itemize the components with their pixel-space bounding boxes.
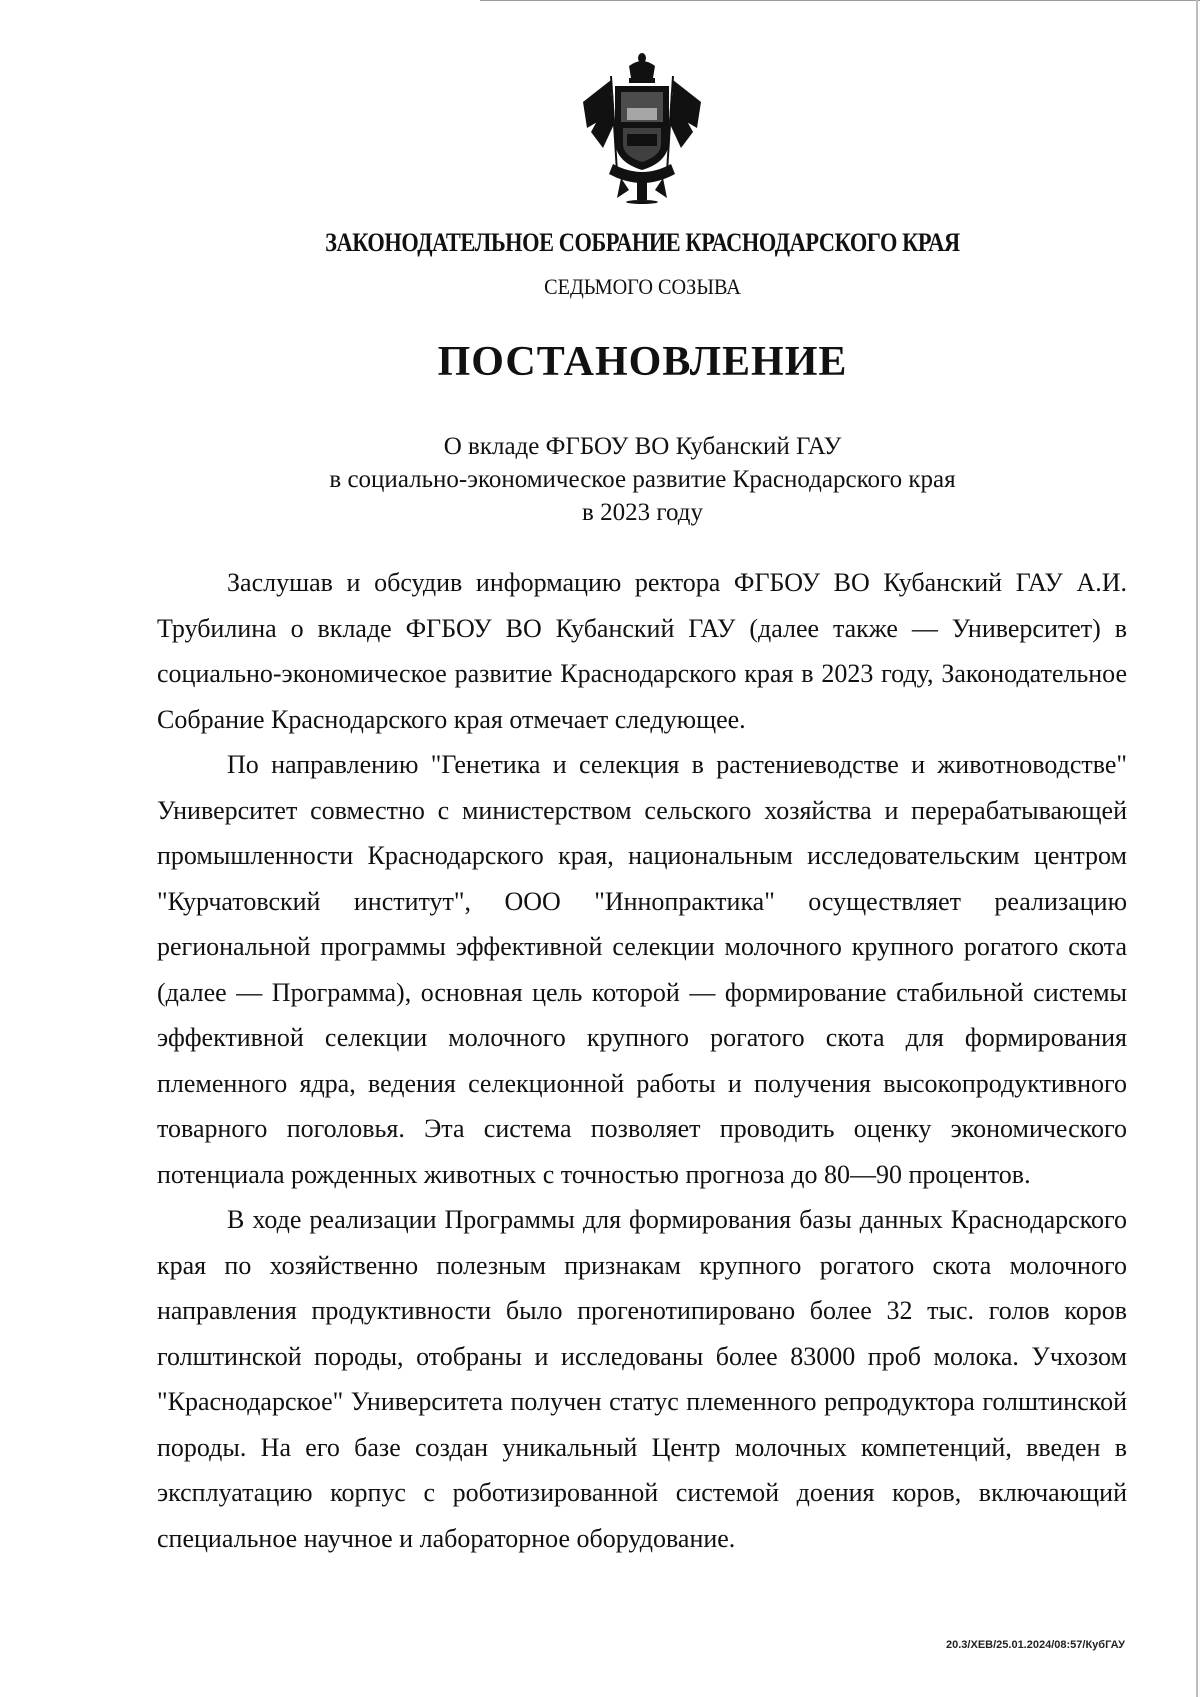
body-paragraph: По направлению "Генетика и селекция в растениеводстве и животноводстве" Университет совместно с министерством сельского хозяйства и перерабатывающей промышленности Краснодарского края, национальным исследовательским центром "Курчатовский институт", ООО "Иннопрактика" осуществляет реализацию региональной программы эффективной селекции молочного крупного рогатого скота (далее — Программа), основная цель которой — формирование стабильной системы эффективной селекции молочного крупного рогатого скота для формирования племенного ядра, ведения селекционной работы и получения высокопродуктивного товарного поголовья. Эта система позволяет проводить оценку экономического потенциала рожденных животных с точностью прогноза до 80—90 процентов. [157,750,1127,1189]
subject-line: в социально-экономическое развитие Краснодарского края [329,466,956,493]
document-subject [0,430,1200,529]
document-body [157,560,1127,1561]
subject-line: О вкладе ФГБОУ ВО Кубанский ГАУ [443,433,842,460]
coat-of-arms-icon [577,52,707,204]
body-paragraph: В ходе реализации Программы для формирования базы данных Краснодарского края по хозяйственно полезным признакам крупного рогатого скота молочного направления продуктивности было прогенотипировано более 32 тыс. голов коров голштинской породы, отобраны и исследованы более 83000 проб молока. Учхозом "Краснодарское" Университета получен статус племенного репродуктора голштинской породы. На его базе создан уникальный Центр молочных компетенций, введен в эксплуатацию корпус с роботизированной системой доения коров, включающий специальное научное и лабораторное оборудование. [157,1205,1127,1553]
scan-edge-right [1196,0,1198,1697]
organization-name: ЗАКОНОДАТЕЛЬНОЕ СОБРАНИЕ КРАСНОДАРСКОГО КРАЯ [325,228,960,257]
document-type-title: ПОСТАНОВЛЕНИЕ [437,339,848,385]
scan-edge-top [480,0,1200,1]
subject-line: в 2023 году [582,499,703,526]
body-paragraph: Заслушав и обсудив информацию ректора ФГБОУ ВО Кубанский ГАУ А.И. Трубилина о вкладе ФГБОУ ВО Кубанский ГАУ (далее также — Университет) в социально-экономическое развитие Краснодарского края в 2023 году, Законодательное Собрание Краснодарского края отмечает следующее. [157,568,1127,734]
registration-code: 20.3/ХЕВ/25.01.2024/08:57/КубГАУ [946,1639,1125,1651]
convocation-label: СЕДЬМОГО СОЗЫВА [544,274,741,299]
